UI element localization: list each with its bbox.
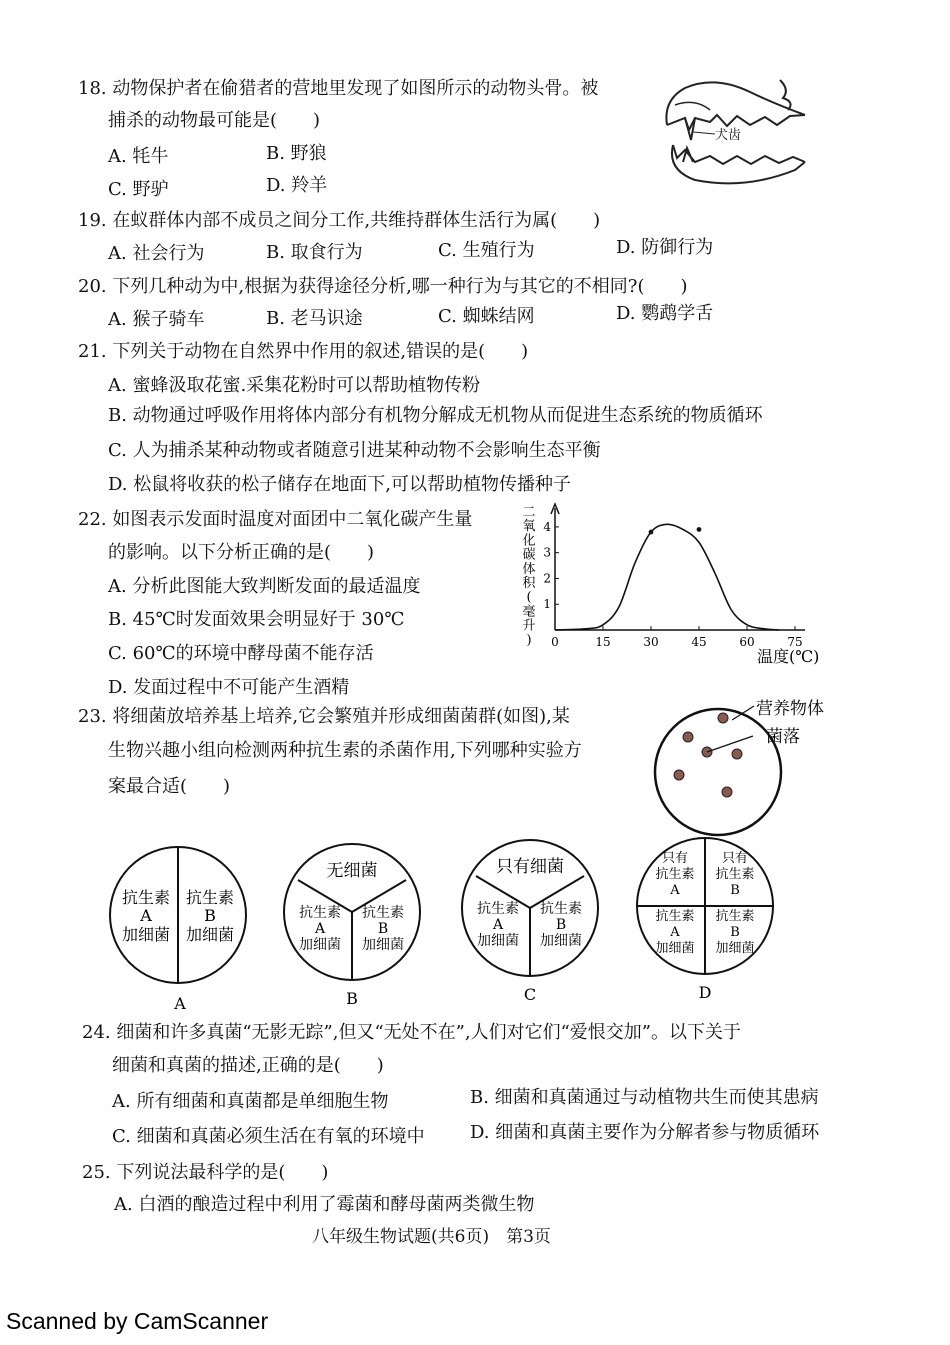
colony-dot (683, 732, 693, 742)
plate-a-right-line2: B (204, 906, 216, 925)
plate-d-bl-line1: 抗生素 (655, 909, 695, 924)
chart-y-label-char: 化 (522, 533, 536, 549)
q22-stem-line2: 的影响。以下分析正确的是( ) (108, 542, 375, 563)
q19-option-a: A. 社会行为 (108, 243, 205, 264)
q24-option-c: C. 细菌和真菌必须生活在有氧的环境中 (112, 1126, 425, 1147)
chart-y-label-char: 体 (522, 561, 536, 577)
colony-label: 菌落 (766, 727, 800, 747)
plate-a-right-line3: 加细菌 (185, 925, 235, 944)
q18-option-a: A. 牦牛 (108, 146, 169, 167)
plate-b-top: 无细菌 (326, 861, 378, 881)
chart-y-label-char: 积 (522, 576, 536, 591)
q18-option-b: B. 野狼 (266, 143, 327, 164)
plate-b-left-line1: 抗生素 (299, 905, 341, 921)
chart-y-tick-label: 2 (543, 571, 551, 586)
chart-y-tick-label: 1 (543, 597, 551, 612)
q22-option-c: C. 60℃的环境中酵母菌不能存活 (108, 643, 374, 664)
co2-temperature-chart (515, 500, 845, 670)
chart-y-label-char: 升 (522, 618, 536, 634)
q24-option-d: D. 细菌和真菌主要作为分解者参与物质循环 (470, 1122, 820, 1143)
q20-option-d: D. 鹦鹉学舌 (616, 303, 714, 324)
q18-option-c: C. 野驴 (108, 179, 169, 200)
q21-option-c: C. 人为捕杀某种动物或者随意引进某种动物不会影响生态平衡 (108, 440, 601, 461)
plate-a (106, 845, 251, 1015)
plate-c-right-line2: B (555, 917, 567, 933)
plate-b-right-line2: B (377, 921, 389, 937)
colony-dot (674, 770, 684, 780)
q22-option-a: A. 分析此图能大致判断发面的最适温度 (108, 576, 421, 597)
chart-y-tick-label: 4 (543, 519, 551, 534)
q20-option-a: A. 猴子骑车 (108, 309, 205, 330)
chart-x-tick-label: 75 (787, 635, 803, 649)
canine-label: 犬齿 (715, 128, 742, 143)
plate-c-right-line1: 抗生素 (540, 901, 582, 917)
q25-stem: 25. 下列说法最科学的是( ) (82, 1162, 329, 1183)
q24-option-a: A. 所有细菌和真菌都是单细胞生物 (112, 1091, 389, 1112)
plate-d-tl-line3: A (670, 883, 680, 898)
q19-option-d: D. 防御行为 (616, 237, 714, 258)
q24-stem-line2: 细菌和真菌的描述,正确的是( ) (112, 1055, 384, 1076)
plate-d-br-line1: 抗生素 (715, 909, 755, 924)
culture-dish-figure (648, 692, 848, 837)
plate-a-right-line1: 抗生素 (185, 888, 235, 907)
chart-y-label-char: ) (526, 632, 532, 648)
q19-option-b: B. 取食行为 (266, 242, 363, 263)
skull-jaw-figure (655, 70, 820, 195)
q22-option-d: D. 发面过程中不可能产生酒精 (108, 677, 350, 698)
plate-a-left-line1: 抗生素 (121, 888, 171, 907)
q20-option-c: C. 蜘蛛结网 (438, 306, 535, 327)
plate-d (633, 834, 778, 1004)
q22-stem-line1: 22. 如图表示发面时温度对面团中二氧化碳产生量 (78, 509, 473, 530)
q20-stem: 20. 下列几种动为中,根据为获得途径分析,哪一种行为与其它的不相同?( ) (78, 276, 688, 297)
plate-c-left-line2: A (492, 917, 504, 933)
chart-y-label-char: 毫 (522, 604, 536, 620)
page-footer: 八年级生物试题(共6页) 第3页 (312, 1227, 551, 1247)
q22-option-b: B. 45℃时发面效果会明显好于 30℃ (108, 609, 405, 630)
chart-x-tick-label: 45 (691, 635, 707, 649)
q21-stem: 21. 下列关于动物在自然界中作用的叙述,错误的是( ) (78, 341, 529, 362)
chart-x-tick-label: 60 (739, 635, 755, 649)
q24-stem-line1: 24. 细菌和许多真菌“无影无踪”,但又“无处不在”,人们对它们“爱恨交加”。以下关于 (82, 1022, 742, 1043)
colony-dot (722, 787, 732, 797)
chart-x-tick-label: 0 (551, 635, 559, 649)
plate-d-tr-line3: B (730, 883, 740, 898)
chart-y-label-char: 氧 (522, 519, 536, 535)
q23-stem-line1: 23. 将细菌放培养基上培养,它会繁殖并形成细菌菌群(如图),某 (78, 706, 570, 727)
colony-dot (732, 749, 742, 759)
plate-d-tl-line1: 只有 (661, 851, 689, 866)
q21-option-d: D. 松鼠将收获的松子储存在地面下,可以帮助植物传播种子 (108, 474, 571, 495)
chart-y-label-char: 二 (522, 505, 536, 520)
plate-d-br-line3: 加细菌 (715, 941, 755, 956)
plate-d-caption: D (698, 983, 712, 1002)
plate-d-bl-line2: A (670, 925, 680, 940)
plate-b (280, 840, 425, 1010)
q19-option-c: C. 生殖行为 (438, 240, 535, 261)
q20-option-b: B. 老马识途 (266, 308, 363, 329)
plate-c-left-line1: 抗生素 (477, 901, 519, 917)
q21-option-b: B. 动物通过呼吸作用将体内部分有机物分解成无机物从而促进生态系统的物质循环 (108, 405, 763, 426)
plate-c-right-line3: 加细菌 (540, 933, 582, 949)
plate-c-left-line3: 加细菌 (477, 933, 519, 949)
plate-c-caption: C (523, 985, 537, 1004)
q19-stem: 19. 在蚁群体内部不成员之间分工作,共维持群体生活行为属( ) (78, 210, 601, 231)
q25-option-a: A. 白酒的酿造过程中利用了霉菌和酵母菌两类微生物 (114, 1194, 535, 1215)
plate-d-tr-line2: 抗生素 (715, 867, 755, 882)
plate-d-tr-line1: 只有 (721, 851, 749, 866)
chart-series-line (555, 524, 779, 630)
plate-c-top: 只有细菌 (496, 857, 564, 877)
q18-option-d: D. 羚羊 (266, 175, 328, 196)
scanner-watermark: Scanned by CamScanner (6, 1308, 269, 1334)
chart-y-axis-label (522, 505, 536, 648)
q18-stem-line1: 18. 动物保护者在偷猎者的营地里发现了如图所示的动物头骨。被 (78, 78, 599, 99)
q18-stem-line2: 捕杀的动物最可能是( ) (108, 110, 321, 131)
plate-a-left-line2: A (140, 906, 152, 925)
chart-y-tick-label: 3 (543, 545, 551, 560)
colony-dot (718, 713, 728, 723)
plate-d-bl-line3: 加细菌 (655, 941, 695, 956)
chart-y-label-char: 碳 (522, 547, 536, 563)
plate-d-br-line2: B (730, 925, 740, 940)
medium-label: 营养物体 (756, 699, 824, 719)
q23-stem-line2: 生物兴趣小组向检测两种抗生素的杀菌作用,下列哪种实验方 (108, 740, 582, 761)
chart-data-point (697, 527, 702, 532)
plate-b-right-line3: 加细菌 (362, 937, 404, 953)
chart-x-tick-label: 15 (595, 635, 611, 649)
q23-stem-line3: 案最合适( ) (108, 776, 231, 797)
plate-d-tl-line2: 抗生素 (655, 867, 695, 882)
q24-option-b: B. 细菌和真菌通过与动植物共生而使其患病 (470, 1087, 819, 1108)
chart-x-axis-label: 温度(℃) (757, 647, 820, 666)
chart-x-tick-label: 30 (643, 635, 659, 649)
chart-y-label-char: ( (526, 590, 532, 606)
plate-c (458, 836, 603, 1006)
plate-a-caption: A (174, 994, 186, 1013)
plate-a-left-line3: 加细菌 (121, 925, 171, 944)
plate-b-right-line1: 抗生素 (362, 905, 404, 921)
plate-b-left-line2: A (314, 921, 326, 937)
plate-b-left-line3: 加细菌 (299, 937, 341, 953)
q21-option-a: A. 蜜蜂汲取花蜜.采集花粉时可以帮助植物传粉 (108, 375, 481, 396)
plate-b-caption: B (346, 989, 358, 1008)
chart-data-point (649, 530, 654, 535)
